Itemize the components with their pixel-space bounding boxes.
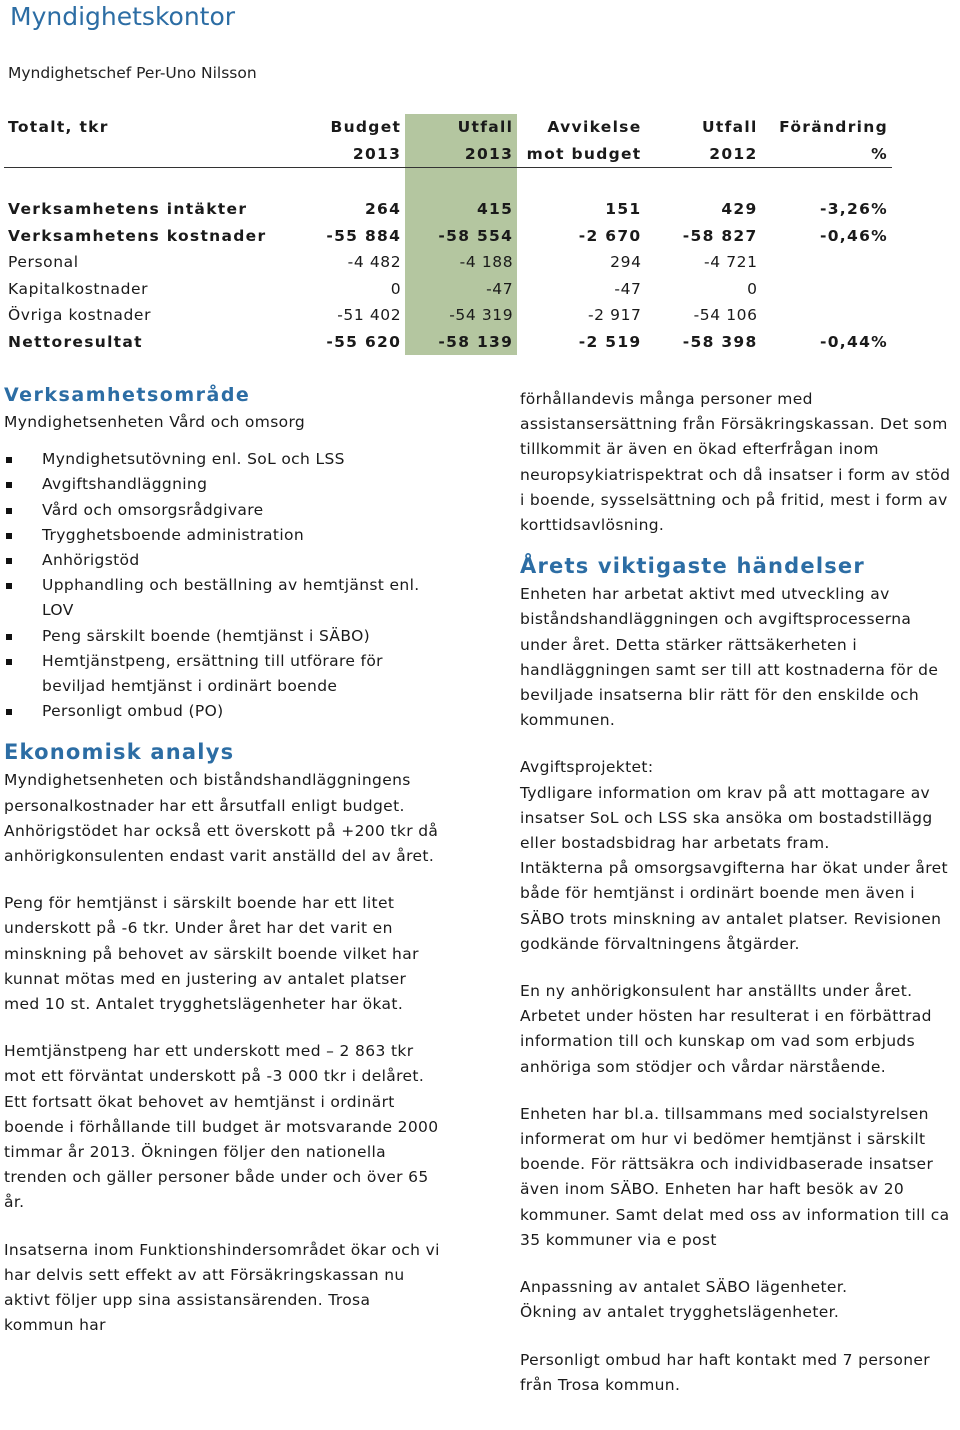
- table-header-cell: Avvikelse: [547, 118, 642, 137]
- table-header-cell: [4, 141, 310, 168]
- ekonomisk-heading: Ekonomisk analys: [4, 740, 235, 765]
- cell-utfall: -4 188: [405, 249, 517, 276]
- cell-change: [762, 249, 892, 276]
- paragraph: Myndighetsenheten och biståndshandläggningens personalkostnader har ett årsutfall enligt budget. Anhörigstödet har också ett överskott på +200 tkr då anhörigkonsulenten endast varit anställd del av året.: [4, 771, 439, 866]
- paragraph: Ökning av antalet trygghetslägenheter.: [520, 1303, 840, 1322]
- cell-utfall: -58 139: [405, 329, 517, 356]
- list-item: Personligt ombud (PO): [4, 699, 444, 724]
- cell-budget: 264: [364, 200, 402, 219]
- events-heading: Årets viktigaste händelser: [520, 554, 865, 579]
- table-header-cell: Utfall: [701, 118, 758, 137]
- right-column: [520, 387, 960, 1398]
- row-label: Verksamhetens intäkter: [8, 200, 248, 219]
- cell-utfall-2012: -58 827: [682, 226, 758, 245]
- cell-utfall: 415: [405, 196, 517, 223]
- paragraph: Intäkterna på omsorgsavgifterna har ökat under året både för hemtjänst i ordinärt boende men även i SÄBO trots minskning av antalet platser. Revisionen godkände förvaltningens åtgärder.: [520, 859, 948, 953]
- cell-utfall-2012: -58 398: [682, 332, 758, 351]
- table-row: [4, 196, 892, 223]
- list-item: Myndighetsutövning enl. SoL och LSS: [4, 447, 444, 472]
- table-row: [4, 223, 892, 250]
- page-title: Myndighetskontor: [10, 2, 236, 31]
- paragraph: Personligt ombud har haft kontakt med 7 personer från Trosa kommun.: [520, 1350, 930, 1394]
- cell-change: -0,44%: [819, 332, 888, 351]
- left-column: [4, 380, 444, 1339]
- cell-budget: -55 620: [326, 332, 402, 351]
- table-row: [4, 302, 892, 329]
- table-header-cell: Förändring: [779, 118, 888, 137]
- cell-utfall-2012: -54 106: [693, 306, 758, 325]
- verksamhet-subheading: Myndighetsenheten Vård och omsorg: [4, 413, 306, 431]
- table-header-cell: mot budget: [517, 141, 645, 168]
- list-item: Peng särskilt boende (hemtjänst i SÄBO): [4, 624, 444, 649]
- page-subtitle: Myndighetschef Per-Uno Nilsson: [8, 64, 257, 82]
- table-header-cell: 2012: [646, 141, 762, 168]
- cell-budget: -4 482: [347, 253, 402, 272]
- verksamhet-heading: Verksamhetsområde: [4, 384, 251, 406]
- row-label: Verksamhetens kostnader: [8, 226, 267, 245]
- table-header-cell: Totalt, tkr: [8, 118, 109, 137]
- table-header-cell: 2013: [405, 141, 517, 168]
- list-item: Avgiftshandläggning: [4, 472, 444, 497]
- cell-change: -3,26%: [819, 200, 888, 219]
- paragraph: En ny anhörigkonsulent har anställts under året. Arbetet under hösten har resulterat i en förbättrad information till och kunskap om vad som erbjuds anhöriga som stödjer och vårdar närstående.: [520, 982, 932, 1076]
- table-spacer-row: [4, 168, 892, 197]
- row-label: Kapitalkostnader: [8, 279, 149, 298]
- cell-utfall-2012: 429: [721, 200, 758, 219]
- row-label: Övriga kostnader: [8, 306, 152, 325]
- cell-avvikelse: -2 670: [578, 226, 642, 245]
- table-header-cell: Utfall: [405, 114, 517, 141]
- table-header-row: [4, 141, 892, 168]
- financial-table: [4, 114, 892, 355]
- cell-utfall: -54 319: [405, 302, 517, 329]
- cell-change: [762, 276, 892, 303]
- cell-change: [762, 302, 892, 329]
- table-row: [4, 276, 892, 303]
- list-item: Upphandling och beställning av hemtjänst enl. LOV: [4, 573, 444, 623]
- cell-utfall: -47: [405, 276, 517, 303]
- table-row: [4, 249, 892, 276]
- table-header-cell: %: [762, 141, 892, 168]
- paragraph: Hemtjänstpeng har ett underskott med – 2 863 tkr mot ett förväntat underskott på -3 000 tkr i delåret. Ett fortsatt ökat behovet av hemtjänst i ordinärt boende i förhållande till budget är motsvarande 2000 timmar år 2013. Ökningen följer den nationella trenden och gäller personer både under och över 65 år.: [4, 1042, 439, 1212]
- paragraph: Anpassning av antalet SÄBO lägenheter.: [520, 1278, 848, 1297]
- cell-avvikelse: -2 519: [578, 332, 642, 351]
- list-item: Hemtjänstpeng, ersättning till utförare för beviljad hemtjänst i ordinärt boende: [4, 649, 444, 699]
- cell-budget: 0: [390, 279, 402, 298]
- cell-utfall: -58 554: [405, 223, 517, 250]
- list-item: Anhörigstöd: [4, 548, 444, 573]
- paragraph: Enheten har bl.a. tillsammans med socialstyrelsen informerat om hur vi bedömer hemtjänst i särskilt boende. För rättsäkra och individbaserade insatser även inom SÄBO. Enheten har haft besök av 20 kommuner. Samt delat med oss av information till ca 35 kommuner via e post: [520, 1104, 950, 1249]
- avgift-label: Avgiftsprojektet:: [520, 758, 654, 777]
- cell-avvikelse: -47: [614, 279, 642, 298]
- cell-change: -0,46%: [819, 226, 888, 245]
- cell-utfall-2012: 0: [747, 279, 758, 298]
- cell-budget: -55 884: [326, 226, 402, 245]
- table-header-row: [4, 114, 892, 141]
- verksamhet-list: [4, 447, 444, 724]
- row-label: Nettoresultat: [8, 332, 143, 351]
- cell-utfall-2012: -4 721: [704, 253, 758, 272]
- paragraph: Enheten har arbetat aktivt med utveckling av biståndshandläggningen och avgiftsprocesserna under året. Detta stärker rättsäkerheten i handläggningen samt ser till att kostnaderna för de beviljade insatserna blir rätt för den enskilde och kommunen.: [520, 585, 939, 730]
- cell-budget: -51 402: [337, 306, 402, 325]
- cell-avvikelse: 151: [605, 200, 642, 219]
- paragraph: Peng för hemtjänst i särskilt boende har ett litet underskott på -6 tkr. Under året har det varit en minskning på behovet av särskilt boende vilket har kunnat mötas med en justering av antalet platser med 10 st. Antalet trygghetslägenheter har ökat.: [4, 894, 419, 1014]
- table-row: [4, 329, 892, 356]
- cell-avvikelse: 294: [610, 253, 642, 272]
- list-item: Vård och omsorgsrådgivare: [4, 498, 444, 523]
- cell-avvikelse: -2 917: [587, 306, 642, 325]
- paragraph: Tydligare information om krav på att mottagare av insatser SoL och LSS ska ansöka om bostadstillägg eller bostadsbidrag har arbetats fram.: [520, 783, 933, 853]
- table-header-cell: 2013: [310, 141, 406, 168]
- paragraph: Insatserna inom Funktionshindersområdet ökar och vi har delvis sett effekt av att Försäkringskassan nu aktivt följer upp sina assistansärenden. Trosa kommun har: [4, 1240, 440, 1335]
- list-item: Trygghetsboende administration: [4, 523, 444, 548]
- table-header-cell: Budget: [330, 118, 402, 137]
- paragraph: förhållandevis många personer med assistansersättning från Försäkringskassan. Det som tillkommit är även en ökad efterfrågan inom neuropsykiatrispektrat och då insatser i form av stöd i boende, sysselsättning och på fritid, mest i form av korttidsavlösning.: [520, 390, 951, 535]
- row-label: Personal: [8, 253, 79, 272]
